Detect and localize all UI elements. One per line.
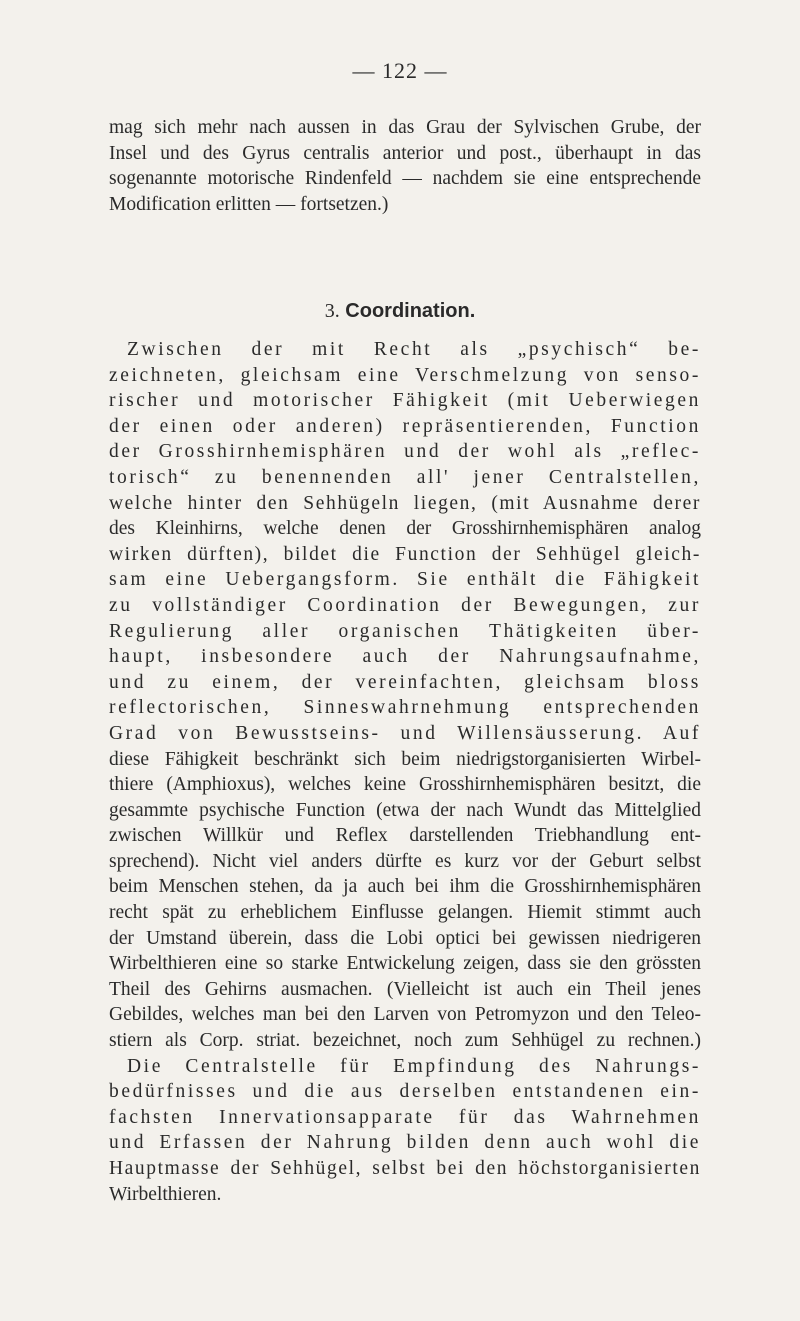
- text-line: der Umstand überein, dass die Lobi optici bei gewissen niedrigeren: [109, 927, 701, 949]
- text-line: zu vollständiger Coordination der Bewegungen, zur: [109, 594, 701, 616]
- text-line: Theil des Gehirns ausmachen. (Vielleicht ist auch ein Theil jenes: [109, 978, 701, 1000]
- text-line: diese Fähigkeit beschränkt sich beim niedrigstorganisierten Wirbel-: [109, 748, 701, 770]
- text-line: beim Menschen stehen, da ja auch bei ihm die Grosshirnhemisphären: [109, 876, 701, 898]
- text-line: wirken dürften), bildet die Function der Sehhügel gleich-: [109, 543, 701, 565]
- text-line: Wirbelthieren.: [109, 1183, 222, 1205]
- text-line: torisch“ zu benennenden all' jener Centralstellen,: [109, 466, 701, 488]
- text-line: sam eine Uebergangsform. Sie enthält die Fähigkeit: [109, 569, 701, 591]
- text-line: der Grosshirnhemisphären und der wohl als „reflec-: [109, 441, 701, 463]
- text-line: rischer und motorischer Fähigkeit (mit Ueberwiegen: [109, 390, 701, 412]
- text-line: Hauptmasse der Sehhügel, selbst bei den höchstorganisierten: [109, 1158, 701, 1179]
- text-line: Grad von Bewusstseins- und Willensäusserung. Auf: [109, 722, 701, 744]
- text-line: Die Centralstelle für Empfindung des Nahrungs-: [127, 1055, 701, 1077]
- text-line: sogenannte motorische Rindenfeld — nachdem sie eine entsprechende: [109, 168, 701, 190]
- text-line: haupt, insbesondere auch der Nahrungsaufnahme,: [109, 646, 701, 668]
- text-line: stiern als Corp. striat. bezeichnet, noch zum Sehhügel zu rechnen.): [109, 1030, 701, 1052]
- text-line: Modification erlitten — fortsetzen.): [109, 193, 389, 215]
- text-line: Regulierung aller organischen Thätigkeiten über-: [109, 620, 701, 642]
- text-line: sprechend). Nicht viel anders dürfte es kurz vor der Geburt selbst: [109, 850, 701, 872]
- intro-paragraph: [109, 115, 701, 217]
- text-line: und zu einem, der vereinfachten, gleichsam bloss: [109, 671, 701, 693]
- text-line: recht spät zu erheblichem Einflusse gelangen. Hiemit stimmt auch: [109, 902, 701, 924]
- section-heading: [0, 300, 800, 323]
- section-title: Coordination.: [345, 300, 476, 322]
- text-line: zwischen Willkür und Reflex darstellenden Triebhandlung ent-: [109, 825, 701, 847]
- text-line: bedürfnisses und die aus derselben entstandenen ein-: [109, 1081, 701, 1103]
- text-line: reflectorischen, Sinneswahrnehmung entsprechenden: [109, 697, 701, 719]
- page-number: — 122 —: [352, 58, 448, 83]
- text-line: und Erfassen der Nahrung bilden denn auch wohl die: [109, 1132, 701, 1154]
- text-line: zeichneten, gleichsam eine Verschmelzung von senso-: [109, 364, 701, 386]
- text-line: Wirbelthieren eine so starke Entwickelung zeigen, dass sie den grössten: [109, 953, 701, 975]
- text-line: mag sich mehr nach aussen in das Grau der Sylvischen Grube, der: [109, 117, 701, 138]
- text-line: gesammte psychische Function (etwa der nach Wundt das Mittelglied: [109, 799, 701, 821]
- text-line: welche hinter den Sehhügeln liegen, (mit Ausnahme derer: [109, 492, 701, 514]
- text-line: des Kleinhirns, welche denen der Grosshirnhemisphären analog: [109, 518, 701, 540]
- text-line: der einen oder anderen) repräsentierenden, Function: [109, 415, 701, 437]
- text-line: Zwischen der mit Recht als „psychisch“ be-: [127, 339, 701, 360]
- text-line: Gebildes, welches man bei den Larven von Petromyzon und den Teleo-: [109, 1004, 701, 1026]
- text-line: thiere (Amphioxus), welches keine Grosshirnhemisphären besitzt, die: [109, 774, 701, 796]
- body-paragraph: [109, 337, 701, 1207]
- text-line: fachsten Innervationsapparate für das Wahrnehmen: [109, 1106, 701, 1128]
- text-line: Insel und des Gyrus centralis anterior und post., überhaupt in das: [109, 142, 701, 164]
- section-number: 3.: [324, 300, 340, 322]
